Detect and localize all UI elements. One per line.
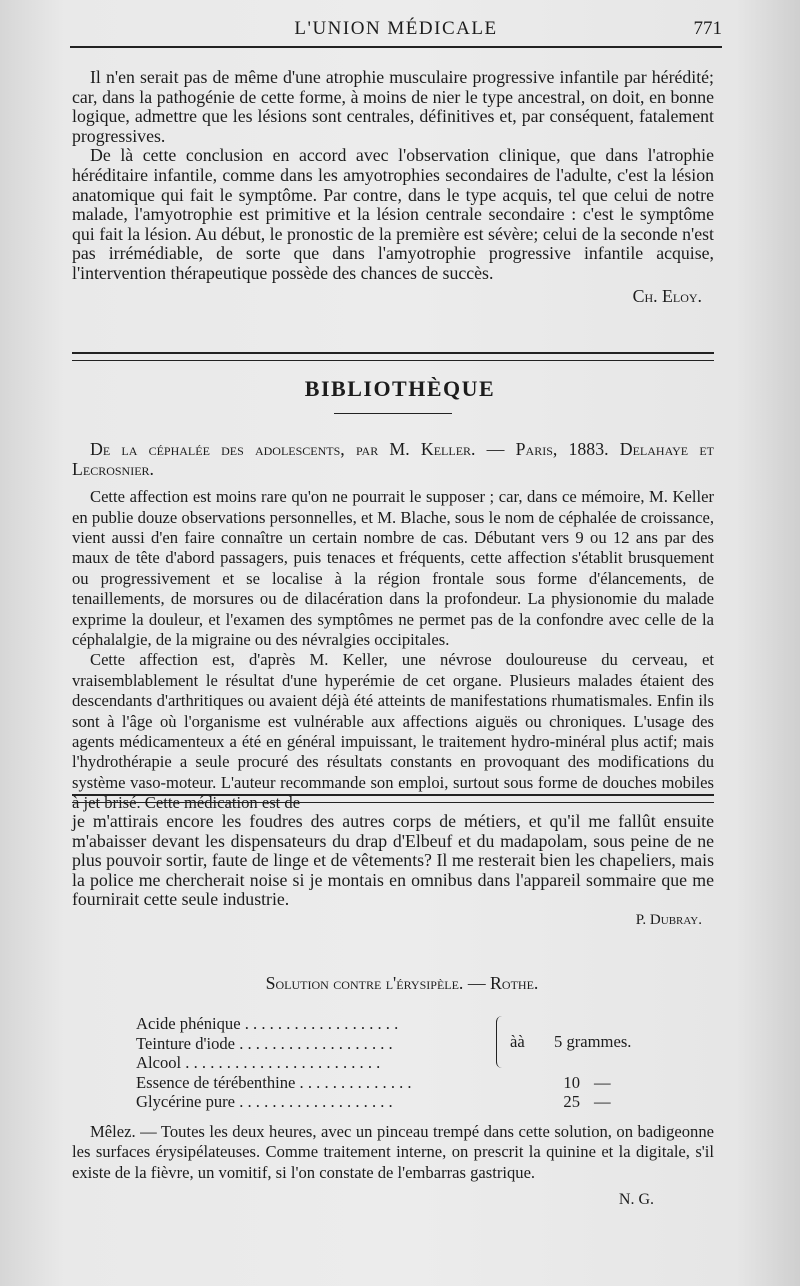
- paragraph: Cette affection est, d'après M. Keller, une névrose douloureuse du cerveau, et vraisemblablement le résultat d'une hyperémie de cet organe. Plusieurs malades étaient des descendants d'arthritiques ou avaient déjà été atteints de manifestations rhumatismales. Enfin ils sont à l'âge où l'organisme est vulnérable aux affections aiguës ou chroniques. L'usage des agents médicamenteux a été en général impuissant, le traitement hydro-minéral plus actif; mais l'hydrothérapie a seule procuré des résultats constants en provoquant des modifications du système vaso-moteur. L'auteur recommande son emploi, surtout sous forme de douches mobiles à jet brisé. Cette médication est de: [72, 650, 714, 813]
- recipe-section: [72, 974, 714, 994]
- ingredient-unit: —: [594, 1092, 611, 1112]
- ingredient-row: [136, 1073, 656, 1093]
- recipe-table: [136, 1014, 656, 1112]
- page-number: 771: [693, 18, 722, 39]
- ingredient-row: [136, 1014, 656, 1034]
- ingredient-name: Teinture d'iode . . . . . . . . . . . . . . . . . . .: [136, 1033, 393, 1053]
- grouped-prefix: àà: [510, 1032, 525, 1051]
- ingredient-name: Alcool . . . . . . . . . . . . . . . . . . . . . . . .: [136, 1053, 381, 1073]
- page-header: [70, 18, 722, 48]
- author-signature: N. G.: [618, 1191, 654, 1209]
- ingredient-name: Glycérine pure . . . . . . . . . . . . . . . . . . .: [136, 1092, 393, 1112]
- section-title: BIBLIOTHÈQUE: [304, 376, 496, 401]
- book-review: [72, 440, 714, 814]
- ingredient-amount: 25: [563, 1092, 580, 1112]
- author-signature: P. Dubray.: [635, 911, 702, 928]
- recipe-title: Solution contre l'érysipèle. — Rothe.: [265, 973, 539, 993]
- feuilleton-excerpt: [72, 812, 714, 929]
- ingredient-row: [136, 1092, 656, 1112]
- ingredient-unit: —: [594, 1072, 611, 1092]
- recipe-instructions-block: [72, 1122, 714, 1209]
- book-title: De la céphalée des adolescents, par M. Keller. — Paris, 1883. Delahaye et Lecrosnier.: [72, 439, 714, 479]
- paragraph: Cette affection est moins rare qu'on ne pourrait le supposer ; car, dans ce mémoire, M. Keller en publie douze observations personnelles, et M. Blache, sous le nom de céphalée de croissance, vient aussi d'en faire connaître un certain nombre de cas. Débutant vers 9 ou 12 ans par des maux de tête d'abord passagers, puis tenaces et fréquents, cette affection s'établit brusquement ou progressivement et se localise à la région frontale sous forme d'élancements, de tenaillements, de morsures ou de dilacération dans la profondeur. La physionomie du malade exprime la douleur, et l'examen des symptômes ne permet pas de la confondre avec celle de la céphalalgie, de la migraine ou des névralgies occipitales.: [72, 487, 714, 650]
- ingredient-row: [136, 1053, 656, 1073]
- author-signature: Ch. Eloy.: [632, 285, 702, 306]
- paragraph: Il n'en serait pas de même d'une atrophie musculaire progressive infantile par hérédité; car, dans la pathogénie de cette forme, à moins de nier le type ancestral, on doit, en bonne logique, admettre que les lésions sont centrales, définitives et, par conséquent, fatalement progressives.: [72, 67, 714, 146]
- ingredient-name: Acide phénique . . . . . . . . . . . . . . . . . . .: [136, 1014, 399, 1033]
- paragraph: je m'attirais encore les foudres des autres corps de métiers, et qu'il me fallût ensuite m'abaisser devant les dispensateurs du drap d'Elbeuf et du madapolam, sous peine de ne plus pouvoir sortir, faute de linge et de vêtements? Il me resterait bien les chapeliers, mais la police me chercherait noise si je montais en omnibus dans l'appareil sommaire que me fournirait cette seule industrie.: [72, 811, 714, 910]
- grouped-amount: 5 grammes.: [554, 1032, 632, 1051]
- recipe-instructions: Mêlez. — Toutes les deux heures, avec un pinceau trempé dans cette solution, on badigeonne les surfaces érysipélateuses. Comme traitement interne, on prescrit la quinine et la digitale, s'il existe de la fièvre, un vomitif, si l'on constate de l'embarras gastrique.: [72, 1122, 714, 1182]
- ingredient-name: Essence de térébenthine . . . . . . . . . . . . . .: [136, 1072, 412, 1092]
- feuilleton-divider: [72, 794, 714, 803]
- running-title: L'UNION MÉDICALE: [294, 18, 498, 39]
- paragraph: De là cette conclusion en accord avec l'observation clinique, que dans l'atrophie héréditaire infantile, comme dans les amyotrophies secondaires de l'adulte, c'est la lésion anatomique qui fait le symptôme. Par contre, dans le type acquis, tel que celui de notre malade, l'amyotrophie est primitive et la lésion centrale secondaire : c'est le symptôme qui fait la lésion. Au début, le pronostic de la première est sévère; celui de la seconde n'est pas irrémédiable, de sorte que dans l'amyotrophie progressive infantile acquise, l'intervention thérapeutique possède des chances de succès.: [72, 145, 714, 283]
- brace-bracket: [496, 1016, 505, 1068]
- title-rule: [334, 413, 452, 414]
- ingredient-amount: 10: [563, 1072, 580, 1092]
- article-conclusion: [72, 68, 714, 307]
- section-divider: [72, 352, 714, 361]
